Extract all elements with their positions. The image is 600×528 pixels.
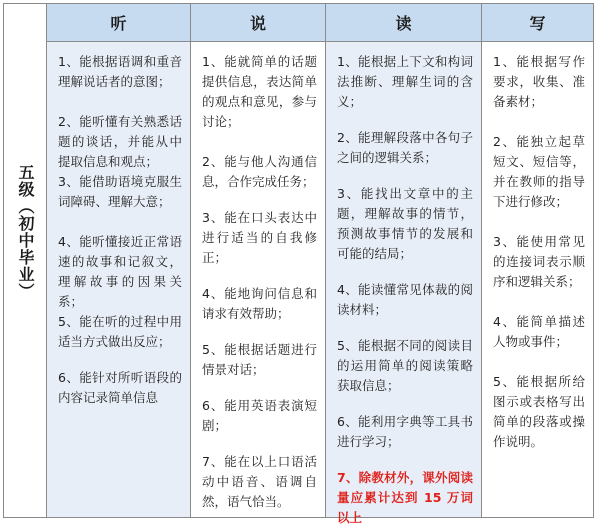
read-item: 2、能理解段落中各句子之间的逻辑关系； — [337, 130, 473, 165]
speak-item: 6、能用英语表演短剧； — [202, 398, 317, 433]
column-divider — [190, 4, 191, 517]
read-item: 5、能根据不同的阅读目的运用简单的阅读策略获取信息； — [337, 338, 473, 393]
read-item: 3、能找出文章中的主题，理解故事的情节，预测故事情节的发展和可能的结局； — [337, 186, 473, 261]
write-item: 4、能简单描述人物或事件； — [493, 314, 585, 349]
cell-listen — [47, 42, 190, 517]
write-item: 2、能独立起草短文、短信等，并在教师的指导下进行修改； — [493, 134, 585, 209]
read-item: 6、能利用字典等工具书进行学习； — [337, 414, 473, 449]
read-item: 1、能根据上下文和构词法推断、理解生词的含义； — [337, 54, 473, 109]
listen-item: 5、能在听的过程中用适当方式做出反应； — [58, 314, 182, 349]
listen-item: 4、能听懂接近正常语速的故事和记叙文，理解故事的因果关系； — [58, 234, 182, 309]
write-item: 5、能根据所给图示或表格写出简单的段落或操作说明。 — [493, 374, 585, 449]
header-read-label: 读 — [395, 14, 412, 33]
speak-item: 4、能地询问信息和请求有效帮助； — [202, 286, 317, 321]
read-item: 4、能读懂常见体裁的阅读材料； — [337, 282, 473, 317]
header-write — [482, 4, 593, 42]
header-write-label: 写 — [529, 14, 546, 33]
speak-item: 2、能与他人沟通信息，合作完成任务； — [202, 154, 317, 189]
level-label: 五级（初中毕业） — [16, 164, 35, 300]
cell-write — [482, 42, 593, 517]
listen-item: 2、能听懂有关熟悉话题的谈话，并能从中提取信息和观点； — [58, 114, 182, 169]
listen-item: 1、能根据语调和重音理解说话者的意图； — [58, 54, 182, 89]
header-speak — [191, 4, 325, 42]
cell-speak — [191, 42, 325, 517]
speak-item: 7、能在以上口语活动中语音、语调自然，语气恰当。 — [202, 454, 317, 509]
write-item: 3、能使用常见的连接词表示顺序和逻辑关系； — [493, 234, 585, 289]
level-cell — [4, 4, 47, 517]
speak-item: 1、能就简单的话题提供信息，表达简单的观点和意见，参与讨论； — [202, 54, 317, 129]
column-divider — [325, 4, 326, 517]
speak-item: 3、能在口头表达中进行适当的自我修正； — [202, 210, 317, 265]
cell-read — [326, 42, 481, 525]
header-listen-label: 听 — [110, 14, 127, 33]
read-item-highlight: 7、除教材外，课外阅读量应累计达到 15 万词以上 — [337, 470, 473, 525]
header-speak-label: 说 — [249, 14, 266, 33]
speak-item: 5、能根据话题进行情景对话； — [202, 342, 317, 377]
header-listen — [47, 4, 190, 42]
listen-item: 3、能借助语境克服生词障碍、理解大意； — [58, 174, 182, 209]
column-divider — [481, 4, 482, 517]
header-read — [326, 4, 481, 42]
write-item: 1、能根据写作要求，收集、准备素材； — [493, 54, 585, 109]
listen-item: 6、能针对所听语段的内容记录简单信息 — [58, 370, 182, 405]
